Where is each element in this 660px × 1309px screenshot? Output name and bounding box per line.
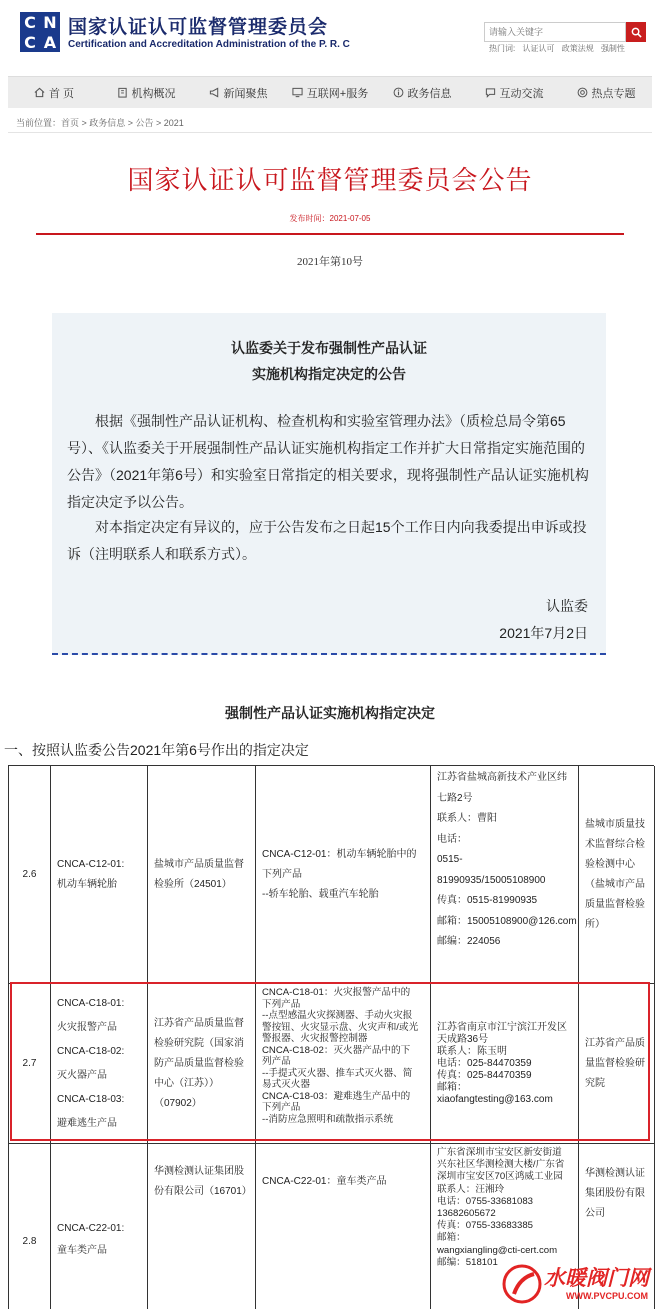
title-divider bbox=[36, 233, 624, 235]
cell-text: 童车类产品 bbox=[57, 1245, 107, 1256]
cell-text: CNCA-C12-01: bbox=[57, 859, 125, 870]
section-heading: 一、按照认监委公告2021年第6号作出的指定决定 bbox=[4, 742, 309, 758]
watermark-brand: 水暖阀门网 bbox=[544, 1267, 649, 1290]
nav-item-topics[interactable] bbox=[560, 77, 652, 108]
cell-text: 邮编：518101 bbox=[437, 1256, 498, 1268]
cell-text: CNCA-C22-01: bbox=[57, 1223, 125, 1234]
cell-scope bbox=[256, 984, 431, 1144]
cell-text: 究院 bbox=[585, 1078, 605, 1089]
nav-item-about[interactable] bbox=[100, 77, 192, 108]
notice-title-line2: 实施机构指定决定的公告 bbox=[252, 366, 406, 382]
cell-text: 0515- bbox=[437, 854, 463, 865]
building-icon bbox=[117, 87, 128, 98]
cell-text: 2.8 bbox=[22, 1236, 37, 1247]
cell-institution bbox=[148, 766, 256, 984]
cell-text: --点型感温火灾探测器、手动火灾报 bbox=[262, 1010, 413, 1021]
cell-no bbox=[9, 984, 51, 1144]
cell-text: 验检测中心 bbox=[585, 859, 635, 870]
cell-text: 份有限公司（16701） bbox=[154, 1186, 252, 1197]
notice-paragraph-1: 根据《强制性产品认证机构、检查机构和实验室管理办法》（质检总局令第65号）、《认监委关于开展强制性产品认证实施机构指定工作并扩大日常指定实施范围的公告》（2021年第6号）和实验室日常指定的相关要求，现将强制性产品认证实施机构指定决定予以公告。 bbox=[67, 413, 589, 510]
notice-paragraph-2: 对本指定决定有异议的，应于公告发布之日起15个工作日内向我委提出申诉或投诉（注明联系人和联系方式）。 bbox=[67, 519, 587, 562]
cell-text: 传真：0515-81990935 bbox=[437, 895, 538, 906]
search-input[interactable] bbox=[484, 22, 626, 42]
notice-title-line1: 认监委关于发布强制性产品认证 bbox=[231, 340, 427, 356]
cell-text: （07902） bbox=[154, 1098, 202, 1109]
cell-text: 联系人：曹阳 bbox=[437, 813, 497, 824]
logo-letter: N bbox=[43, 12, 57, 32]
cell-text: 量监督检验研 bbox=[585, 1058, 645, 1069]
cell-text: CNCA-C18-01：火灾报警产品中的 bbox=[262, 987, 411, 998]
page-title: 国家认证认可监督管理委员会公告 bbox=[127, 165, 533, 195]
cell-text: CNCA-C18-02: bbox=[57, 1046, 125, 1057]
cell-text: 江苏省产品质量监督 bbox=[154, 1018, 244, 1029]
cell-text: 下列产品 bbox=[262, 1102, 301, 1113]
breadcrumb[interactable]: 当前位置：首页 > 政务信息 > 公告 > 2021 bbox=[16, 118, 184, 128]
cell-text: 邮编：224056 bbox=[437, 936, 501, 947]
cell-text: 检验所（24501） bbox=[154, 879, 232, 890]
hotword-link[interactable]: 认证认可 bbox=[522, 44, 555, 53]
cell-text: 避难逃生产品 bbox=[57, 1118, 117, 1129]
hotword-link[interactable]: 政策法规 bbox=[561, 44, 594, 53]
search-button[interactable] bbox=[626, 22, 646, 42]
cell-contact bbox=[431, 984, 579, 1144]
cell-text: 警报器、火灾报警控制器 bbox=[262, 1033, 368, 1044]
cell-product bbox=[51, 984, 148, 1144]
cell-text: --手提式灭火器、推车式灭火器、简 bbox=[262, 1067, 413, 1079]
nav-label: 机构概况 bbox=[131, 87, 176, 100]
nav-label: 互联网+服务 bbox=[306, 87, 369, 100]
cell-text: CNCA-C22-01：童车类产品 bbox=[262, 1176, 387, 1187]
notice-box bbox=[52, 313, 606, 655]
cell-text: 联系人：陈玉明 bbox=[437, 1046, 507, 1057]
hot-keywords bbox=[489, 43, 630, 54]
publish-date-value: 2021-07-05 bbox=[329, 214, 371, 223]
watermark-logo-icon bbox=[500, 1262, 544, 1306]
cell-product bbox=[51, 766, 148, 984]
cell-text: 火灾报警产品 bbox=[57, 1022, 117, 1033]
divider bbox=[8, 132, 652, 133]
signature-date: 2021年7月2日 bbox=[499, 625, 588, 641]
nav-label: 政务信息 bbox=[407, 87, 452, 100]
cell-text: 邮箱：15005108900@126.com bbox=[437, 915, 577, 927]
cell-product bbox=[51, 1144, 148, 1309]
signature-org: 认监委 bbox=[546, 598, 588, 614]
cell-text: 下列产品 bbox=[262, 998, 301, 1010]
decision-title: 强制性产品认证实施机构指定决定 bbox=[225, 705, 435, 721]
cell-text: wangxiangling@cti-cert.com bbox=[437, 1244, 558, 1256]
cell-text: 警按钮、火灾显示盘、火灾声和/或光 bbox=[262, 1021, 419, 1033]
org-name-cn: 国家认证认可监督管理委员会 bbox=[68, 17, 329, 38]
logo-letter: C bbox=[24, 32, 36, 52]
cell-text: 华测检测认证 bbox=[585, 1168, 645, 1179]
cell-text: 中心（江苏）） bbox=[154, 1078, 219, 1089]
nav-item-news[interactable] bbox=[192, 77, 284, 108]
site-header bbox=[0, 0, 660, 72]
cell-text: 集团股份有限 bbox=[585, 1188, 645, 1199]
cell-text: 2.7 bbox=[22, 1058, 37, 1069]
cell-text: 81990935/15005108900 bbox=[437, 874, 546, 886]
cell-contact bbox=[431, 766, 579, 984]
publish-date bbox=[0, 213, 660, 224]
document-number: 2021年第10号 bbox=[297, 256, 363, 268]
cell-text: 兴东社区华测检测大楼/广东省 bbox=[437, 1159, 565, 1171]
org-name-en: Certification and Accreditation Administration of the P. R. C bbox=[68, 39, 350, 50]
nav-label: 互动交流 bbox=[499, 87, 544, 100]
cell-no bbox=[9, 1144, 51, 1309]
monitor-icon bbox=[292, 87, 303, 98]
cell-text: CNCA-C18-03: bbox=[57, 1094, 125, 1105]
cell-text: 电话： bbox=[437, 833, 467, 845]
cell-text: 质量监督检验 bbox=[585, 899, 645, 910]
cell-text: 灭火器产品 bbox=[57, 1070, 107, 1081]
cell-text: 七路2号 bbox=[437, 792, 473, 804]
cell-remark bbox=[579, 984, 655, 1144]
hot-icon bbox=[577, 87, 588, 98]
cell-institution bbox=[148, 984, 256, 1144]
cell-text: CNCA-C12-01：机动车辆轮胎中的 bbox=[262, 849, 417, 860]
publish-date-label: 发布时间： bbox=[289, 214, 330, 223]
cell-text: 邮箱： bbox=[437, 1082, 467, 1093]
nav-item-services[interactable] bbox=[284, 77, 376, 108]
cell-text: 13682605672 bbox=[437, 1208, 496, 1220]
watermark-url: WWW.PVCPU.COM bbox=[566, 1291, 648, 1301]
cell-text: --消防应急照明和疏散指示系统 bbox=[262, 1113, 394, 1125]
cell-text: 盐城市产品质量监督 bbox=[154, 859, 244, 870]
cell-text: 深圳市宝安区70区鸿威工业园 bbox=[437, 1171, 563, 1183]
chat-icon bbox=[485, 87, 496, 98]
cell-text: 所） bbox=[585, 919, 605, 930]
info-icon bbox=[393, 87, 404, 98]
cell-text: 机动车辆轮胎 bbox=[57, 879, 117, 890]
cell-text: --轿车轮胎、载重汽车轮胎 bbox=[262, 889, 379, 900]
nav-label: 首 页 bbox=[48, 87, 75, 100]
home-icon bbox=[34, 87, 45, 98]
hotword-link[interactable]: 强制性 bbox=[600, 44, 625, 53]
cell-text: 邮箱： bbox=[437, 1232, 466, 1244]
cell-text: CNCA-C18-02：灭火器产品中的下 bbox=[262, 1044, 411, 1056]
cell-institution bbox=[148, 1144, 256, 1309]
cell-text: 联系人：汪湘玲 bbox=[437, 1183, 505, 1195]
logo-letter: A bbox=[43, 32, 57, 52]
megaphone-icon bbox=[209, 87, 220, 98]
cell-text: 术监督综合检 bbox=[585, 839, 645, 850]
cell-text: 华测检测认证集团股 bbox=[154, 1166, 244, 1177]
cell-text: 传真：0755-33683385 bbox=[437, 1220, 534, 1232]
search-box bbox=[484, 22, 646, 42]
hotwords-label: 热门词: bbox=[489, 44, 516, 53]
main-nav bbox=[8, 76, 652, 108]
cell-remark bbox=[579, 766, 655, 984]
designation-table bbox=[8, 765, 654, 1309]
cell-text: 天成路36号 bbox=[437, 1034, 489, 1045]
cell-text: CNCA-C18-03：避难逃生产品中的 bbox=[262, 1090, 411, 1102]
cell-text: 江苏省南京市江宁滨江开发区 bbox=[437, 1022, 567, 1033]
search-icon bbox=[631, 27, 642, 38]
cell-text: 下列产品 bbox=[262, 869, 302, 880]
cell-text: 防产品质量监督检验 bbox=[154, 1058, 244, 1069]
cell-text: 江苏省产品质 bbox=[585, 1038, 645, 1049]
cell-text: 广东省深圳市宝安区新安街道 bbox=[437, 1147, 562, 1158]
cell-text: （盐城市产品 bbox=[585, 879, 645, 890]
cell-text: 2.6 bbox=[22, 869, 37, 880]
cnca-logo[interactable] bbox=[20, 12, 60, 52]
site-watermark bbox=[500, 1262, 658, 1308]
nav-label: 新闻聚焦 bbox=[223, 87, 268, 100]
nav-item-interaction[interactable] bbox=[468, 77, 560, 108]
cell-text: xiaofangtesting@163.com bbox=[437, 1094, 553, 1105]
cell-text: 列产品 bbox=[262, 1056, 291, 1067]
cell-scope bbox=[256, 766, 431, 984]
logo-letter: C bbox=[24, 12, 36, 32]
cell-text: 公司 bbox=[585, 1208, 605, 1219]
cell-text: CNCA-C18-01: bbox=[57, 998, 125, 1009]
cell-text: 易式灭火器 bbox=[262, 1079, 310, 1090]
cell-text: 电话：025-84470359 bbox=[437, 1058, 532, 1069]
cell-scope bbox=[256, 1144, 431, 1309]
cell-text: 电话：0755-33681083 bbox=[437, 1195, 534, 1207]
nav-label: 热点专题 bbox=[591, 87, 636, 100]
nav-item-home[interactable] bbox=[8, 77, 100, 108]
cell-text: 江苏省盐城高新技术产业区纬 bbox=[437, 772, 567, 783]
cell-text: 盐城市质量技 bbox=[585, 819, 645, 830]
nav-item-gov-info[interactable] bbox=[376, 77, 468, 108]
cell-no bbox=[9, 766, 51, 984]
cell-text: 传真：025-84470359 bbox=[437, 1070, 532, 1081]
cell-text: 检验研究院（国家消 bbox=[154, 1038, 244, 1049]
